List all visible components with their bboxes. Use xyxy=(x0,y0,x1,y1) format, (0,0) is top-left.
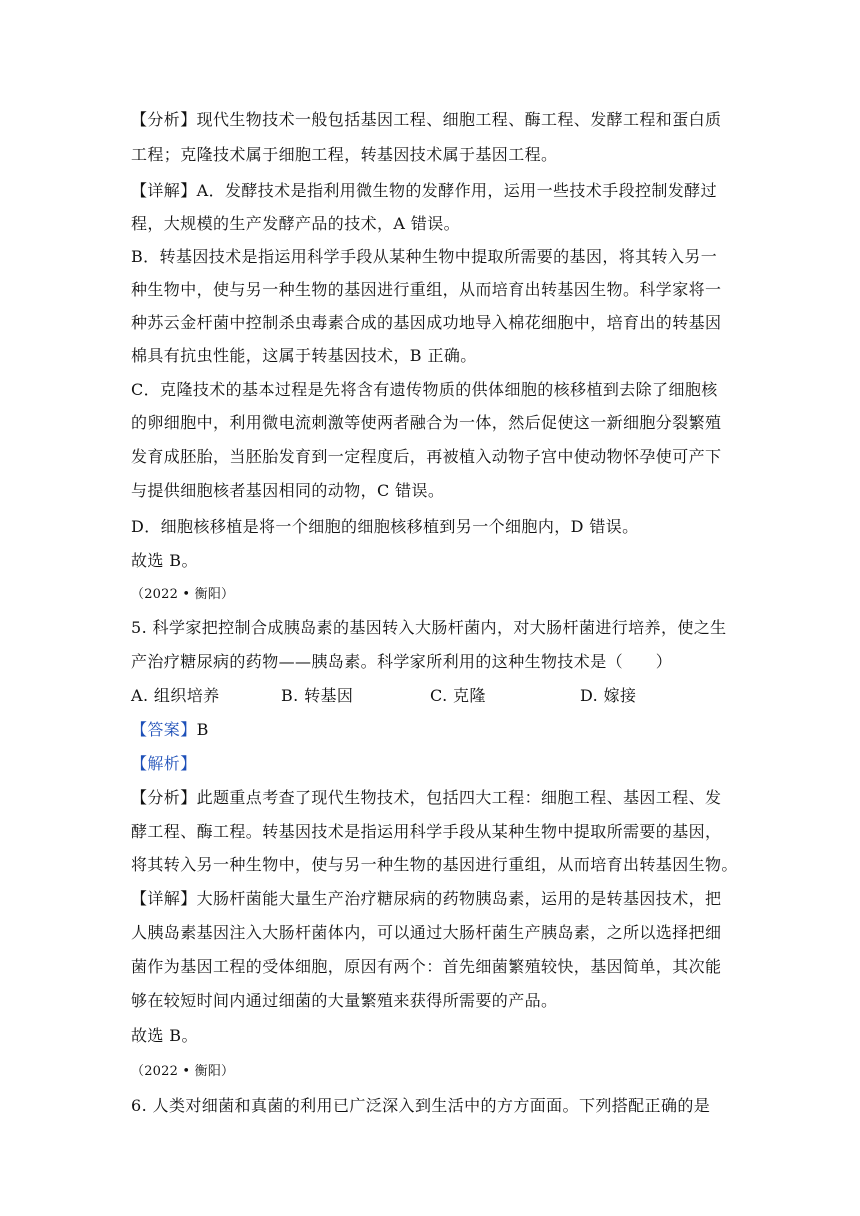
detail-tag: 【详解】 xyxy=(131,181,197,200)
explanation-tag: 【解析】 xyxy=(131,754,197,773)
question-stem-line: 产治疗糖尿病的药物——胰岛素。科学家所利用的这种生物技术是（ ） xyxy=(131,652,673,671)
detail-text-line: 大肠杆菌能大量生产治疗糖尿病的药物胰岛素，运用的是转基因技术，把 xyxy=(196,889,722,908)
analysis-text-line: 此题重点考查了现代生物技术，包括四大工程：细胞工程、基因工程、发 xyxy=(196,788,722,807)
option-b-explanation-line: 棉具有抗虫性能，这属于转基因技术，B 正确。 xyxy=(131,346,477,365)
answer-value: B xyxy=(196,720,209,739)
option-c-explanation-line: C．克隆技术的基本过程是先将含有遗传物质的供体细胞的核移植到去除了细胞核 xyxy=(131,380,718,399)
detail-text-line: 菌作为基因工程的受体细胞，原因有两个：首先细菌繁殖较快，基因简单，其次能 xyxy=(131,957,722,976)
analysis-paragraph xyxy=(131,788,731,808)
detail-text-line: 程，大规模的生产发酵产品的技术，A 错误。 xyxy=(131,214,461,233)
option-b: B. 转基因 xyxy=(281,686,354,705)
detail-text-line: 人胰岛素基因注入大肠杆菌体内，可以通过大肠杆菌生产胰岛素，之所以选择把细 xyxy=(131,923,722,942)
option-a: A. 组织培养 xyxy=(131,686,220,705)
detail-paragraph xyxy=(131,181,731,201)
detail-text-line: A．发酵技术是指利用微生物的发酵作用，运用一些技术手段控制发酵过 xyxy=(196,181,717,200)
detail-paragraph xyxy=(131,889,731,909)
detail-text-line: 够在较短时间内通过细菌的大量繁殖来获得所需要的产品。 xyxy=(131,991,558,1010)
option-b-explanation-line: 种生物中，使与另一种生物的基因进行重组，从而培育出转基因生物。科学家将一 xyxy=(131,280,722,299)
conclusion-text: 故选 B。 xyxy=(131,551,198,570)
analysis-tag: 【分析】 xyxy=(131,110,197,129)
option-d: D. 嫁接 xyxy=(580,686,637,705)
answer-line xyxy=(131,720,731,740)
answer-tag: 【答案】 xyxy=(131,720,197,739)
analysis-text-line: 将其转入另一种生物中，使与另一种生物的基因进行重组，从而培育出转基因生物。 xyxy=(131,855,738,874)
option-b-explanation-line: B．转基因技术是指运用科学手段从某种生物中提取所需要的基因，将其转入另一 xyxy=(131,247,718,266)
analysis-tag: 【分析】 xyxy=(131,788,197,807)
analysis-text-line: 现代生物技术一般包括基因工程、细胞工程、酶工程、发酵工程和蛋白质 xyxy=(196,110,722,129)
analysis-text-line: 工程；克隆技术属于细胞工程，转基因技术属于基因工程。 xyxy=(131,145,558,164)
analysis-paragraph xyxy=(131,110,731,130)
option-c-explanation-line: 与提供细胞核者基因相同的动物，C 错误。 xyxy=(131,481,445,500)
analysis-text-line: 酵工程、酶工程。转基因技术是指运用科学手段从某种生物中提取所需要的基因， xyxy=(131,822,722,841)
option-c-explanation-line: 的卵细胞中，利用微电流刺激等使两者融合为一体，然后促使这一新细胞分裂繁殖 xyxy=(131,413,722,432)
detail-tag: 【详解】 xyxy=(131,889,197,908)
option-b-explanation-line: 种苏云金杆菌中控制杀虫毒素合成的基因成功地导入棉花细胞中，培育出的转基因 xyxy=(131,313,722,332)
option-c: C. 克隆 xyxy=(430,686,486,705)
conclusion-text: 故选 B。 xyxy=(131,1026,198,1045)
question-source: （2022 • 衡阳） xyxy=(131,1064,235,1079)
question-stem-line: 5. 科学家把控制合成胰岛素的基因转入大肠杆菌内，对大肠杆菌进行培养，使之生 xyxy=(131,618,727,637)
question-source: （2022 • 衡阳） xyxy=(131,587,235,602)
option-d-explanation-line: D．细胞核移植是将一个细胞的细胞核移植到另一个细胞内，D 错误。 xyxy=(131,517,639,536)
option-c-explanation-line: 发育成胚胎，当胚胎发育到一定程度后，再被植入动物子宫中使动物怀孕使可产下 xyxy=(131,447,722,466)
question-stem-line: 6. 人类对细菌和真菌的利用已广泛深入到生活中的方方面面。下列搭配正确的是 xyxy=(131,1096,711,1115)
